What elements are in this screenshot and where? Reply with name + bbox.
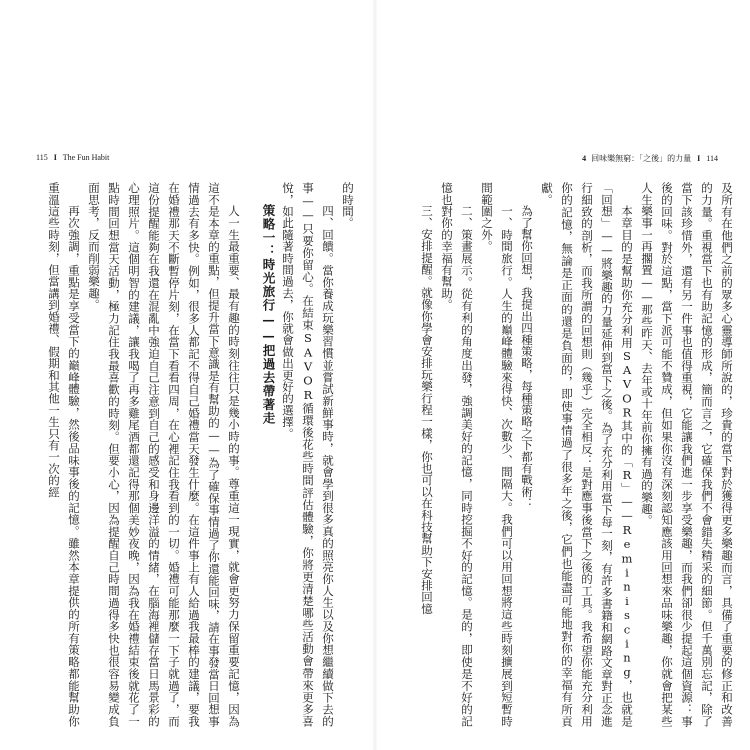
left-page-number: 115 (36, 153, 48, 162)
paragraph: 再次強調，重點是享受當下的巔峰體驗，然後品味事後的記憶。雖然本章提供的所有策略都能幫助你重溫這些時刻，但當講到婚禮、假期和其他一生只有一次的經 (47, 182, 81, 727)
list-item: 二、策畫展示。從有利的角度出發，強調美好的記憶，同時挖掘不好的記憶。是的，即使是不好的記憶也對你的幸福有幫助。 (440, 182, 474, 727)
paragraph: 本章目的是幫助你充分利用SAVOR其中的「R」——Reminiscing，也就是「回想」——將樂趣的力量延伸到當下之後。為了充分利用當下每一刻，有許多書籍和網路文章對正念進行細致的剖析，而我所謂的回想則（幾乎）完全相反：是對應事後當下之後的工具。我希望你能充分利用你的記憶，無論是正面的還是負面的，即使事情過了很多年之後，它們也能盡可能地對你的幸福有所貢獻。 (540, 182, 634, 727)
right-page-number: 114 (706, 154, 718, 163)
right-running-head (582, 153, 718, 164)
paragraph: 的時間。 (341, 182, 355, 229)
left-page-body (22, 182, 358, 727)
book-title: The Fun Habit (62, 153, 110, 162)
right-page (375, 0, 750, 750)
header-separator: I (53, 153, 57, 162)
paragraph: 為了幫你回想，我提出四種策略，每種策略之下都有戰術： (520, 205, 534, 510)
list-item: 三、安排提醒。就像你學會安排玩樂行程一樣，你也可以在科技幫助下安排回憶 (420, 205, 434, 615)
header-separator: I (697, 154, 701, 163)
paragraph: 四、回饋。當你養成玩樂習慣並嘗試新鮮事時，就會學到很多真的照亮你人生以及你想繼續做下去的事——只要你留心。在結束SAVOR循環後花些時間評估體驗，你將更清楚哪些活動會帶來更多喜悅，如此隨著時間過去，你就會做出更好的選擇。 (281, 182, 335, 727)
chapter-title: 回味樂無窮：「之後」的力量 (591, 154, 692, 163)
list-item: 一、時間旅行。人生的巔峰體驗來得快、次數少、間隔大。我們可以用回想將這些時刻擴展到短暫時間範圍之外。 (480, 182, 514, 727)
right-page-body (389, 182, 737, 727)
paragraph: 人一生最重要、最有趣的時刻往往只是幾小時的事。尊重這一現實，就會更努力保留重要記憶，因為這不是本章的重點，但提升當下意識是有幫助的——為了確保事情過了你還能回味，請在事發當日回想事情過去有多快。例如，很多人都記不得自己婚禮當天發生什麼。在這件事上有人給過我最棒的建議，要我在婚禮那天不斷暫停片刻，在當下看看四周，在心裡記住我看到的一切。婚禮可能那麼一下子就過了，而這份提醒能夠在我還在混亂中強迫自己注意到自己的感受和身邊洋溢的情緒，在腦海裡儲存當日馬景彩的心理照片。這個明智的建議，讓我喝了再多雞尾酒都還記得那個美妙夜晚，因為我在婚禮結束後就花了一點時間回想當天活動，極力記住我最喜歡的時刻。但要小心，因為提醒自己時間過得多快也很容易變成負面思考，反而削弱樂趣。 (87, 182, 241, 727)
paragraph: 及所有在他們之前的眾多心靈導師所說的，珍貴的當下對於獲得更多樂趣而言，具備了重要的修正和改善的力量。重視當下也有助記憶的形成，簡而言之，它確保我們不會錯失精采的細節。但千萬別忘記，除了當下該珍惜外，還有另一件事也值得重視，它能讓我們進一步享受樂趣，而我們卻很少提起這個資源：事後的回味。對於這點，當下派可能不贊成，但如果你沒有深刻認知應該用回想來品味樂趣，你就會把某些人生樂事一再擱置——那些昨天、去年或十年前你擁有過的樂趣。 (640, 182, 734, 727)
section-heading: 策略一：時光旅行——把過去帶著走 (261, 204, 276, 425)
left-running-head (36, 153, 109, 162)
chapter-number: 4 (582, 154, 587, 163)
